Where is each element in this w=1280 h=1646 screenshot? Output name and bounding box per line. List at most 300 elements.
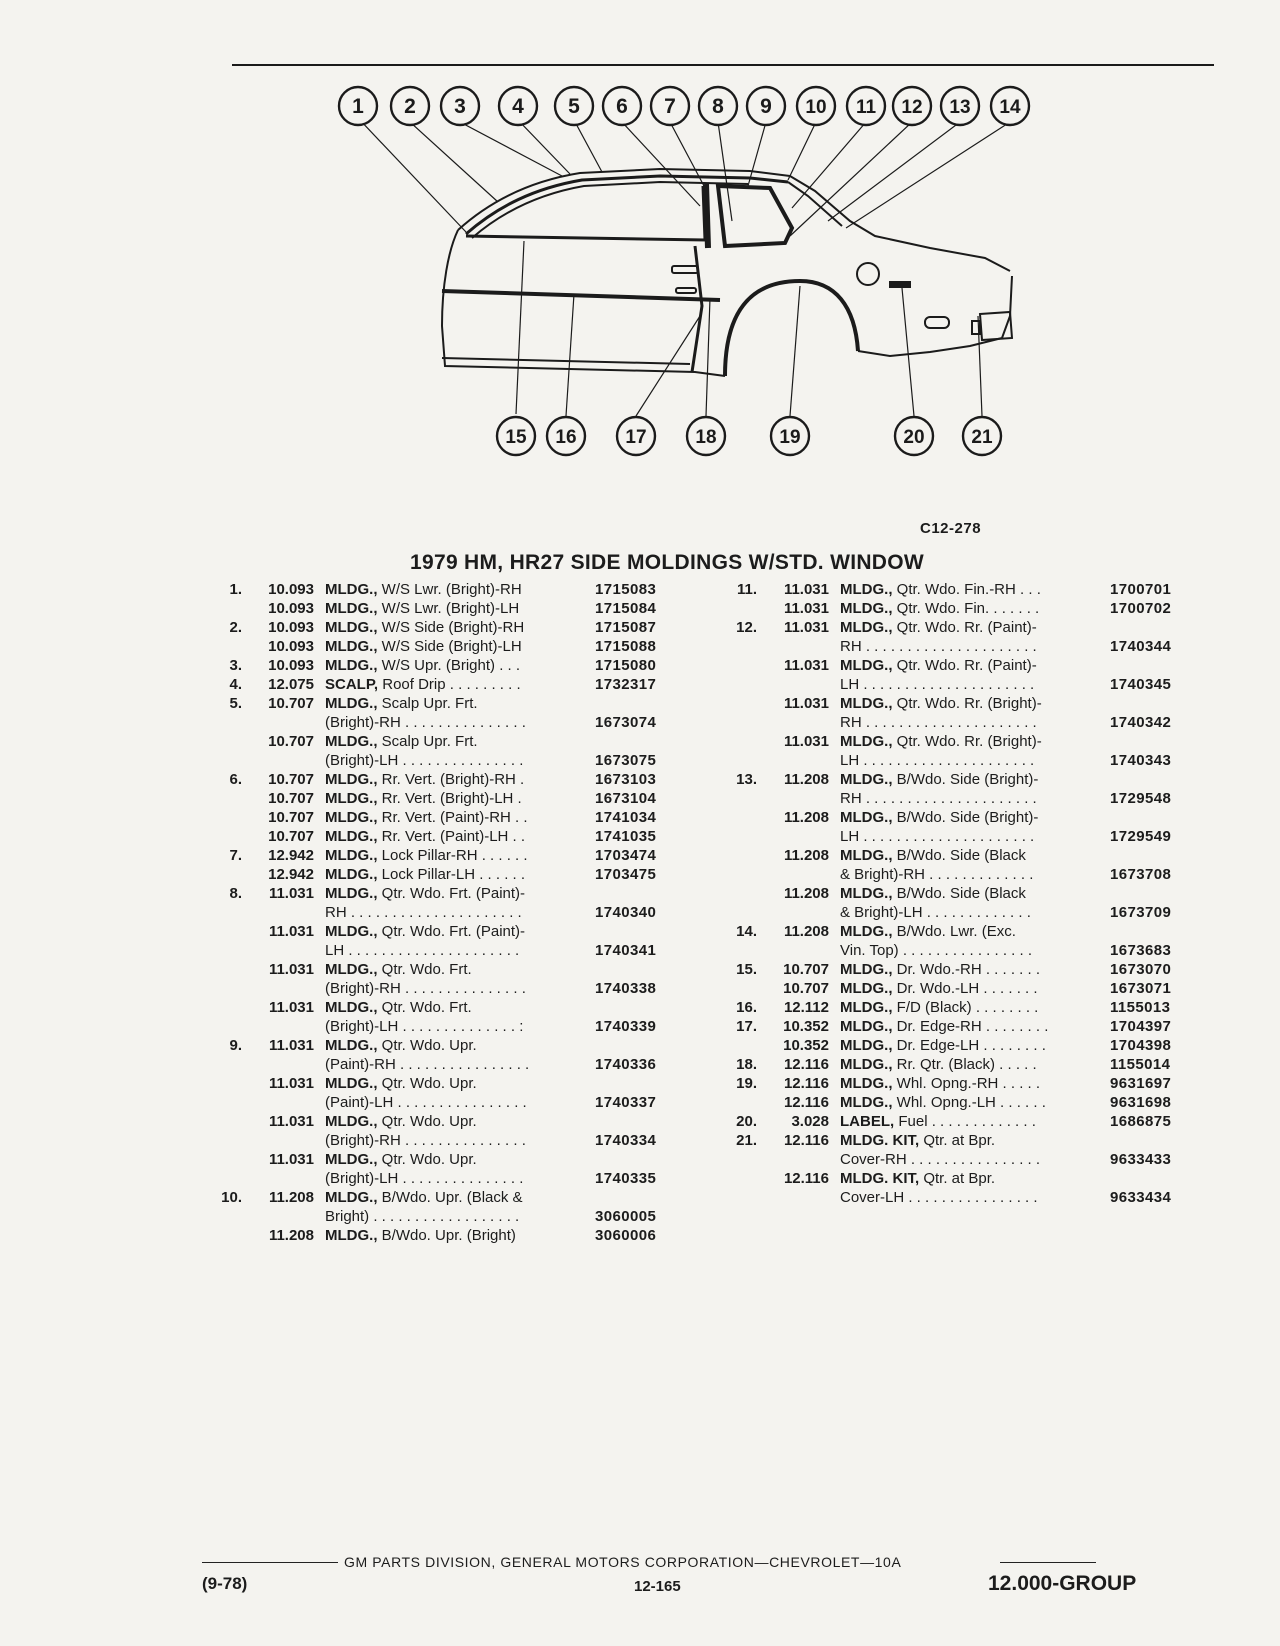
parts-entry [705, 846, 1205, 884]
part-text: Rr. Vert. (Bright)-LH . [381, 790, 522, 807]
part-text: & Bright)-LH . . . . . . . . . . . . . [840, 904, 1031, 921]
footer-group: 12.000-GROUP [988, 1572, 1137, 1595]
part-keyword: MLDG., [840, 923, 897, 940]
item-number: 20. [736, 1113, 757, 1130]
figure-label: C12-278 [920, 520, 982, 537]
parts-row [705, 1150, 1205, 1169]
part-number: 1740339 [595, 1018, 657, 1035]
part-keyword: MLDG., [840, 1075, 897, 1092]
part-text: (Bright)-LH . . . . . . . . . . . . . . . [325, 1170, 524, 1187]
parts-entry [190, 580, 690, 618]
callout-label-7: 7 [664, 95, 676, 118]
part-description [840, 1093, 1098, 1112]
parts-row [705, 922, 1205, 941]
part-text: B/Wdo. Side (Black [896, 885, 1026, 902]
part-text: Qtr. Wdo. Fin. . . . . . . [896, 600, 1040, 617]
part-text: Qtr. Wdo. Rr. (Paint)- [896, 619, 1037, 636]
part-number: 1704398 [1110, 1037, 1172, 1054]
part-text: & Bright)-RH . . . . . . . . . . . . . [840, 866, 1034, 883]
part-description [840, 1188, 1098, 1207]
part-text: W/S Side (Bright)-RH [381, 619, 525, 636]
part-description [325, 808, 590, 827]
part-number: 1740334 [595, 1132, 657, 1149]
part-description [325, 580, 590, 599]
parts-row [190, 789, 690, 808]
parts-row [190, 922, 690, 941]
callout-label-2: 2 [404, 95, 416, 118]
parts-row [190, 1112, 690, 1131]
part-description [840, 580, 1098, 599]
callout-markers-bottom [497, 417, 1001, 455]
part-description [325, 884, 590, 903]
part-keyword: MLDG. KIT, [840, 1132, 924, 1149]
item-number: 5. [229, 695, 242, 712]
part-text: RH . . . . . . . . . . . . . . . . . . . . . [325, 904, 522, 921]
group-number: 11.031 [268, 999, 314, 1016]
part-keyword: MLDG., [325, 619, 382, 636]
part-description [840, 694, 1098, 713]
part-number: 1715080 [595, 657, 657, 674]
callout-label-11: 11 [855, 97, 877, 118]
parts-row [190, 960, 690, 979]
callout-label-14: 14 [999, 97, 1021, 118]
parts-row [705, 960, 1205, 979]
part-keyword: MLDG., [325, 1037, 382, 1054]
parts-entry [190, 884, 690, 922]
part-number: 1729549 [1110, 828, 1172, 845]
group-number: 10.093 [268, 638, 314, 655]
part-text: (Paint)-RH . . . . . . . . . . . . . . . . [325, 1056, 530, 1073]
callout-label-19: 19 [779, 427, 801, 448]
part-description [840, 1074, 1098, 1093]
part-text: Qtr. at Bpr. [923, 1170, 996, 1187]
parts-entry [705, 580, 1205, 618]
part-description [325, 941, 590, 960]
part-number: 1673071 [1110, 980, 1172, 997]
part-keyword: MLDG., [840, 809, 897, 826]
part-text: Dr. Wdo.-RH . . . . . . . [896, 961, 1041, 978]
parts-row [190, 998, 690, 1017]
group-number: 10.707 [783, 961, 829, 978]
part-description [325, 903, 590, 922]
parts-row [190, 770, 690, 789]
parts-row [190, 827, 690, 846]
parts-row [705, 846, 1205, 865]
item-number: 1. [229, 581, 242, 598]
part-number: 1673709 [1110, 904, 1172, 921]
item-number: 4. [229, 676, 242, 693]
parts-row [190, 1169, 690, 1188]
parts-entry [190, 694, 690, 732]
group-number: 12.116 [783, 1132, 829, 1149]
group-number: 12.942 [268, 847, 314, 864]
part-number: 1686875 [1110, 1113, 1172, 1130]
part-keyword: MLDG., [325, 866, 382, 883]
parts-row [190, 1055, 690, 1074]
callout-label-8: 8 [712, 95, 724, 118]
parts-row [705, 808, 1205, 827]
group-number: 11.208 [783, 809, 829, 826]
part-keyword: MLDG., [325, 1189, 382, 1206]
part-text: Lock Pillar-LH . . . . . . [381, 866, 526, 883]
parts-row [190, 618, 690, 637]
part-keyword: MLDG., [325, 657, 382, 674]
part-text: Bright) . . . . . . . . . . . . . . . . . . [325, 1208, 520, 1225]
part-description [840, 960, 1098, 979]
part-description [840, 1055, 1098, 1074]
part-text: Qtr. Wdo. Upr. [381, 1151, 477, 1168]
item-number: 13. [736, 771, 757, 788]
part-description [325, 1188, 590, 1207]
item-number: 17. [736, 1018, 757, 1035]
section-title: 1979 HM, HR27 SIDE MOLDINGS W/STD. WINDOW [410, 551, 925, 574]
part-description [325, 732, 590, 751]
part-text: B/Wdo. Side (Bright)- [896, 771, 1039, 788]
group-number: 12.116 [783, 1075, 829, 1092]
parts-row [190, 580, 690, 599]
group-number: 11.208 [783, 771, 829, 788]
part-number: 1700701 [1110, 581, 1172, 598]
group-number: 11.208 [783, 923, 829, 940]
part-description [325, 1150, 590, 1169]
parts-row [190, 675, 690, 694]
part-description [840, 732, 1098, 751]
part-number: 1673103 [595, 771, 657, 788]
parts-entry [705, 1131, 1205, 1169]
part-number: 1703475 [595, 866, 657, 883]
group-number: 11.031 [268, 1075, 314, 1092]
part-number: 1729548 [1110, 790, 1172, 807]
parts-entry [190, 1112, 690, 1150]
parts-row [190, 903, 690, 922]
callout-label-6: 6 [616, 95, 628, 118]
parts-entry [705, 1055, 1205, 1074]
parts-entry [705, 732, 1205, 770]
group-number: 10.707 [268, 790, 314, 807]
parts-entry [705, 998, 1205, 1017]
part-text: Qtr. Wdo. Upr. [381, 1075, 477, 1092]
part-description [840, 1036, 1098, 1055]
parts-row [190, 865, 690, 884]
parts-row [705, 1017, 1205, 1036]
callout-label-5: 5 [568, 95, 580, 118]
group-number: 12.112 [783, 999, 829, 1016]
part-text: (Bright)-LH . . . . . . . . . . . . . . : [325, 1018, 524, 1035]
part-keyword: MLDG., [840, 619, 897, 636]
item-number: 15. [736, 961, 757, 978]
parts-entry [190, 675, 690, 694]
part-description [325, 1036, 590, 1055]
part-text: Qtr. Wdo. Fin.-RH . . . [896, 581, 1041, 598]
part-description [325, 599, 590, 618]
group-number: 11.031 [783, 581, 829, 598]
part-description [325, 1055, 590, 1074]
part-description [840, 1017, 1098, 1036]
part-keyword: MLDG., [325, 600, 382, 617]
item-number: 9. [229, 1037, 242, 1054]
parts-row [190, 713, 690, 732]
part-text: B/Wdo. Lwr. (Exc. [896, 923, 1016, 940]
group-number: 10.093 [268, 619, 314, 636]
item-number: 10. [221, 1189, 242, 1206]
group-number: 10.093 [268, 657, 314, 674]
part-keyword: MLDG., [840, 1018, 897, 1035]
part-description [840, 865, 1098, 884]
part-text: LH . . . . . . . . . . . . . . . . . . . . . [325, 942, 520, 959]
part-text: (Paint)-LH . . . . . . . . . . . . . . . . [325, 1094, 527, 1111]
group-number: 3.028 [791, 1113, 829, 1130]
item-number: 3. [229, 657, 242, 674]
parts-entry [190, 1036, 690, 1074]
part-keyword: MLDG. KIT, [840, 1170, 924, 1187]
part-text: Qtr. at Bpr. [923, 1132, 996, 1149]
part-text: Qtr. Wdo. Rr. (Bright)- [896, 695, 1042, 712]
parts-entry [190, 656, 690, 675]
part-keyword: MLDG., [840, 1094, 897, 1111]
parts-row [705, 941, 1205, 960]
part-text: Scalp Upr. Frt. [381, 733, 478, 750]
part-keyword: MLDG., [840, 733, 897, 750]
part-text: Dr. Edge-LH . . . . . . . . [896, 1037, 1046, 1054]
parts-entry [190, 1150, 690, 1188]
part-keyword: MLDG., [840, 1037, 897, 1054]
parts-row [705, 865, 1205, 884]
part-description [840, 827, 1098, 846]
parts-row [705, 1169, 1205, 1188]
parts-entry [190, 922, 690, 960]
group-number: 10.707 [268, 695, 314, 712]
parts-entry [705, 1112, 1205, 1131]
group-number: 12.942 [268, 866, 314, 883]
callout-label-13: 13 [949, 97, 971, 118]
part-keyword: MLDG., [840, 771, 897, 788]
part-keyword: MLDG., [840, 999, 897, 1016]
part-text: Rr. Qtr. (Black) . . . . . [896, 1056, 1037, 1073]
part-description [325, 1074, 590, 1093]
part-text: Rr. Vert. (Paint)-LH . . [381, 828, 526, 845]
part-text: B/Wdo. Upr. (Bright) [381, 1227, 516, 1244]
parts-row [190, 751, 690, 770]
part-keyword: MLDG., [840, 1056, 897, 1073]
part-text: LH . . . . . . . . . . . . . . . . . . . . . [840, 676, 1035, 693]
part-text: B/Wdo. Upr. (Black & [381, 1189, 523, 1206]
callout-label-18: 18 [695, 427, 717, 448]
part-description [325, 1207, 590, 1226]
part-description [325, 656, 590, 675]
group-number: 10.707 [268, 733, 314, 750]
part-keyword: MLDG., [840, 961, 897, 978]
parts-entry [705, 1017, 1205, 1055]
part-text: (Bright)-RH . . . . . . . . . . . . . . . [325, 1132, 526, 1149]
part-keyword: MLDG., [325, 1151, 382, 1168]
part-description [840, 1169, 1098, 1188]
callout-label-3: 3 [454, 95, 466, 118]
part-description [840, 599, 1098, 618]
part-number: 1740345 [1110, 676, 1172, 693]
callout-label-20: 20 [903, 427, 925, 448]
part-number: 1741034 [595, 809, 657, 826]
part-description [325, 694, 590, 713]
callout-label-9: 9 [760, 95, 772, 118]
parts-entry [190, 1226, 690, 1245]
part-number: 1673070 [1110, 961, 1172, 978]
group-number: 11.031 [268, 1151, 314, 1168]
part-text: RH . . . . . . . . . . . . . . . . . . . . . [840, 638, 1037, 655]
car-body-outline [442, 169, 1012, 376]
part-description [325, 1169, 590, 1188]
parts-entry [705, 1169, 1205, 1207]
item-number: 8. [229, 885, 242, 902]
part-number: 1703474 [595, 847, 657, 864]
part-number: 1740343 [1110, 752, 1172, 769]
part-description [840, 675, 1098, 694]
parts-row [705, 827, 1205, 846]
part-text: Cover-RH . . . . . . . . . . . . . . . . [840, 1151, 1041, 1168]
parts-entry [190, 1074, 690, 1112]
item-number: 12. [736, 619, 757, 636]
part-text: F/D (Black) . . . . . . . . [896, 999, 1039, 1016]
part-description [325, 675, 590, 694]
part-text: Dr. Wdo.-LH . . . . . . . [896, 980, 1038, 997]
parts-row [190, 694, 690, 713]
part-keyword: MLDG., [325, 771, 382, 788]
part-keyword: MLDG., [325, 733, 382, 750]
parts-entry [190, 618, 690, 656]
group-number: 10.707 [268, 828, 314, 845]
part-number: 1740340 [595, 904, 657, 921]
parts-row [705, 618, 1205, 637]
part-description [325, 1131, 590, 1150]
part-description [325, 960, 590, 979]
part-description [325, 865, 590, 884]
part-description [840, 922, 1098, 941]
part-description [325, 637, 590, 656]
part-keyword: MLDG., [325, 961, 382, 978]
part-description [325, 1226, 590, 1245]
part-description [325, 751, 590, 770]
part-keyword: MLDG., [325, 581, 382, 598]
part-keyword: MLDG., [325, 1075, 382, 1092]
group-number: 10.352 [783, 1018, 829, 1035]
parts-entry [190, 732, 690, 770]
parts-row [705, 580, 1205, 599]
part-text: Qtr. Wdo. Frt. (Paint)- [381, 923, 526, 940]
group-number: 11.031 [268, 1113, 314, 1130]
parts-entry [705, 770, 1205, 808]
part-text: Roof Drip . . . . . . . . . [382, 676, 521, 693]
part-text: RH . . . . . . . . . . . . . . . . . . . . . [840, 790, 1037, 807]
part-number: 1700702 [1110, 600, 1172, 617]
parts-row [190, 1207, 690, 1226]
parts-row [190, 1017, 690, 1036]
part-description [325, 618, 590, 637]
parts-row [190, 808, 690, 827]
parts-row [705, 789, 1205, 808]
part-number: 1740336 [595, 1056, 657, 1073]
part-text: (Bright)-LH . . . . . . . . . . . . . . . [325, 752, 524, 769]
group-number: 11.031 [783, 733, 829, 750]
part-description [840, 903, 1098, 922]
part-keyword: MLDG., [325, 828, 382, 845]
group-number: 12.116 [783, 1056, 829, 1073]
part-number: 3060005 [595, 1208, 657, 1225]
part-number: 1673104 [595, 790, 657, 807]
item-number: 2. [229, 619, 242, 636]
part-number: 1715088 [595, 638, 657, 655]
parts-list-right-column [705, 580, 1205, 1207]
part-number: 1673074 [595, 714, 657, 731]
group-number: 10.093 [268, 600, 314, 617]
part-number: 1155013 [1110, 999, 1171, 1016]
part-text: (Bright)-RH . . . . . . . . . . . . . . . [325, 714, 526, 731]
part-description [325, 827, 590, 846]
parts-row [705, 903, 1205, 922]
part-keyword: MLDG., [840, 847, 897, 864]
parts-row [190, 979, 690, 998]
parts-row [705, 1112, 1205, 1131]
group-number: 11.208 [268, 1189, 314, 1206]
parts-entry [190, 770, 690, 846]
group-number: 11.208 [268, 1227, 314, 1244]
part-text: Whl. Opng.-RH . . . . . [896, 1075, 1041, 1092]
part-text: Qtr. Wdo. Frt. (Paint)- [381, 885, 526, 902]
part-number: 1715084 [595, 600, 657, 617]
part-text: Lock Pillar-RH . . . . . . [381, 847, 528, 864]
callout-label-10: 10 [805, 97, 827, 118]
parts-row [705, 1188, 1205, 1207]
part-description [325, 1112, 590, 1131]
parts-row [190, 1036, 690, 1055]
group-number: 10.352 [783, 1037, 829, 1054]
item-number: 14. [736, 923, 757, 940]
parts-entry [705, 884, 1205, 922]
parts-row [705, 770, 1205, 789]
parts-row [190, 1093, 690, 1112]
part-description [840, 1150, 1098, 1169]
parts-row [190, 732, 690, 751]
part-number: 1740335 [595, 1170, 657, 1187]
part-keyword: MLDG., [325, 638, 382, 655]
part-number: 1732317 [595, 676, 657, 693]
part-keyword: MLDG., [325, 1227, 382, 1244]
part-text: Cover-LH . . . . . . . . . . . . . . . . [840, 1189, 1038, 1206]
part-description [840, 998, 1098, 1017]
group-number: 11.031 [783, 695, 829, 712]
part-keyword: MLDG., [840, 695, 897, 712]
footer-date: (9-78) [202, 1574, 248, 1593]
part-keyword: MLDG., [325, 695, 382, 712]
parts-row [705, 694, 1205, 713]
part-keyword: MLDG., [325, 923, 382, 940]
part-text: LH . . . . . . . . . . . . . . . . . . . . . [840, 828, 1035, 845]
parts-entry [705, 960, 1205, 998]
callout-label-1: 1 [352, 95, 364, 118]
part-description [840, 941, 1098, 960]
item-number: 18. [736, 1056, 757, 1073]
part-description [840, 1112, 1098, 1131]
parts-entry [705, 656, 1205, 694]
callout-label-17: 17 [625, 427, 647, 448]
part-number: 9631698 [1110, 1094, 1172, 1111]
part-text: Rr. Vert. (Paint)-RH . . [381, 809, 528, 826]
part-keyword: MLDG., [840, 885, 897, 902]
parts-row [190, 1188, 690, 1207]
group-number: 11.208 [783, 885, 829, 902]
part-description [840, 713, 1098, 732]
part-keyword: MLDG., [325, 885, 382, 902]
part-description [325, 979, 590, 998]
part-description [840, 846, 1098, 865]
